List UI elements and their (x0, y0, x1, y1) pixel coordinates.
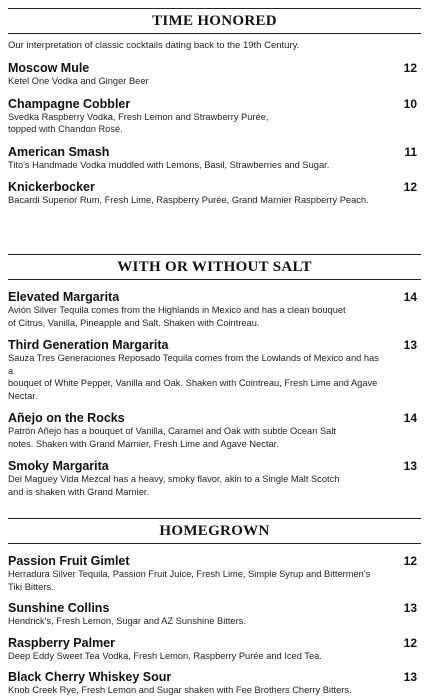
item-description: Knob Creek Rye, Fresh Lemon and Sugar shaken with Fee Brothers Cherry Bitters. (8, 685, 352, 695)
item-price: 13 (403, 459, 417, 473)
item-description: Tito's Handmade Vodka muddled with Lemons, Basil, Strawberries and Sugar. (8, 159, 330, 170)
section-title: TIME HONORED (152, 12, 277, 29)
item-description: Herradura Silver Tequila, Passion Fruit Juice, Fresh Lime, Simple Syrup and Bittermen's Tiki Bitters. (8, 569, 371, 592)
menu-item-anejo-on-the-rocks (8, 411, 421, 450)
item-price: 13 (403, 601, 417, 615)
menu-item-american-smash (8, 145, 421, 172)
item-name: Moscow Mule (8, 61, 90, 75)
section-header (8, 8, 421, 34)
item-name: Añejo on the Rocks (8, 411, 125, 425)
item-description: bouquet of White Pepper, Vanilla and Oak. Shaken with Cointreau, Fresh Lime and Agave Nectar. (8, 378, 378, 401)
item-description: topped with Chandon Rosé. (8, 124, 123, 134)
menu-item-passion-fruit-gimlet (8, 554, 421, 593)
menu-item-black-cherry-whiskey-sour (8, 670, 421, 697)
item-price: 13 (403, 338, 417, 352)
item-name: Sunshine Collins (8, 601, 110, 615)
item-price: 12 (403, 635, 417, 650)
item-name: Third Generation Margarita (8, 338, 169, 352)
section-title: HOMEGROWN (159, 522, 270, 539)
section-with-or-without-salt (0, 254, 429, 498)
section-title: WITH OR WITHOUT SALT (117, 258, 312, 275)
section-header (8, 254, 421, 280)
section-homegrown (0, 518, 429, 697)
item-price: 12 (403, 61, 417, 75)
section-description: Our interpretation of classic cocktails dating back to the 19th Century. (8, 40, 300, 51)
menu-item-champagne-cobbler (8, 97, 421, 136)
item-price: 14 (403, 411, 417, 425)
item-description: notes. Shaken with Grand Marnier, Fresh Lime and Agave Nectar. (8, 438, 279, 449)
item-description: Patrón Añejo has a bouquet of Vanilla, Caramel and Oak with subtle Ocean Salt (8, 426, 337, 436)
item-description: Del Maguey Vida Mezcal has a heavy, smoky flavor, akin to a Single Malt Scotch (8, 474, 340, 484)
item-description: Hendrick's, Fresh Lemon, Sugar and AZ Sunshine Bitters. (8, 616, 246, 626)
item-name: American Smash (8, 144, 110, 159)
item-price: 12 (403, 180, 417, 194)
item-name: Champagne Cobbler (8, 96, 131, 111)
item-price: 14 (403, 290, 417, 304)
item-name: Elevated Margarita (8, 290, 120, 304)
item-price: 13 (403, 670, 417, 684)
menu-item-knickerbocker (8, 180, 421, 207)
item-description: of Citrus, Vanilla, Pineapple and Salt. Shaken with Cointreau. (8, 317, 260, 328)
item-description: Sauza Tres Generaciones Reposado Tequila comes from the Lowlands of Mexico and has a (8, 353, 379, 376)
item-description: Svedka Raspberry Vodka, Fresh Lemon and Strawberry Purée, (8, 111, 269, 122)
item-price: 10 (403, 96, 417, 111)
menu-item-sunshine-collins (8, 601, 421, 628)
menu-item-smoky-margarita (8, 459, 421, 498)
item-description: Ketel One Vodka and Ginger Beer (8, 76, 149, 86)
item-name: Knickerbocker (8, 180, 95, 194)
item-name: Smoky Margarita (8, 459, 109, 473)
item-price: 11 (404, 144, 417, 159)
item-name: Passion Fruit Gimlet (8, 554, 130, 568)
menu-item-raspberry-palmer (8, 636, 421, 663)
item-description: Bacardi Superior Rum, Fresh Lime, Raspberry Purée, Grand Marnier Raspberry Peach. (8, 195, 369, 205)
menu-item-third-generation-margarita (8, 338, 421, 402)
item-description: Avión Silver Tequila comes from the Highlands in Mexico and has a clean bouquet (8, 305, 346, 315)
item-description: Deep Eddy Sweet Tea Vodka, Fresh Lemon, Raspberry Purée and Iced Tea. (8, 650, 322, 661)
section-header (8, 518, 421, 544)
menu-item-moscow-mule (8, 61, 421, 88)
item-name: Black Cherry Whiskey Sour (8, 670, 172, 684)
section-time-honored (0, 8, 429, 207)
item-description: and is shaken with Grand Marnier. (8, 486, 150, 497)
item-price: 12 (403, 554, 417, 568)
menu-item-elevated-margarita (8, 290, 421, 329)
item-name: Raspberry Palmer (8, 635, 116, 650)
